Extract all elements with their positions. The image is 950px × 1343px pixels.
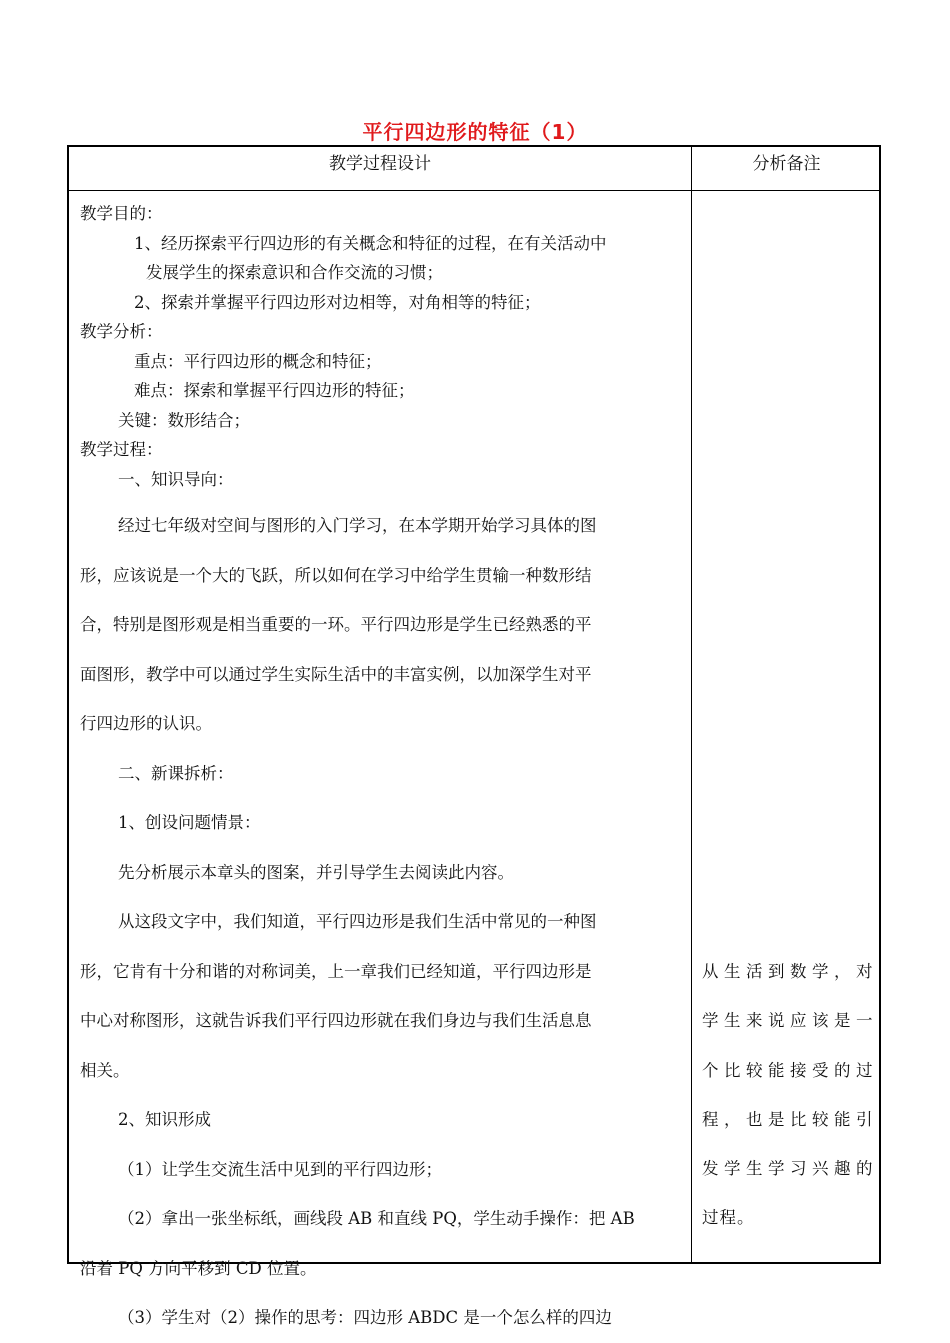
text-line: 沿着 PQ 方向平移到 CD 位置。 (80, 1258, 317, 1278)
text-line: 相关。 (80, 1060, 130, 1080)
note-line: 从生活到数学，对 (702, 962, 878, 981)
text-line: 教学过程： (80, 440, 163, 459)
text-line: 中心对称图形，这就告诉我们平行四边形就在我们身边与我们生活息息 (80, 1011, 592, 1030)
note-line: 程，也是比较能引 (702, 1109, 878, 1129)
text-line: 2、探索并掌握平行四边形对边相等，对角相等的特征； (134, 292, 541, 312)
text-line: 1、创设问题情景： (118, 813, 261, 832)
note-line: 过程。 (702, 1208, 755, 1228)
text-line: 合，特别是图形观是相当重要的一环。平行四边形是学生已经熟悉的平 (80, 615, 592, 634)
text-line: 2、知识形成 (118, 1110, 211, 1129)
text-line: （2）拿出一张坐标纸，画线段 AB 和直线 PQ，学生动手操作：把 AB (118, 1209, 635, 1228)
column-header-process: 教学过程设计 (329, 154, 431, 174)
text-line: 1、经历探索平行四边形的有关概念和特征的过程，在有关活动中 (134, 233, 607, 253)
text-line: 从这段文字中，我们知道，平行四边形是我们生活中常见的一种图 (118, 912, 597, 931)
text-line: 教学目的： (80, 204, 163, 223)
column-divider (691, 147, 692, 1262)
header-divider (69, 190, 879, 191)
note-line: 发学生学习兴趣的 (702, 1159, 878, 1179)
note-line: 学生来说应该是一 (702, 1011, 878, 1031)
lesson-table (67, 145, 881, 1327)
text-line: 教学分析： (80, 322, 163, 341)
text-line: 先分析展示本章头的图案，并引导学生去阅读此内容。 (118, 862, 514, 882)
text-line: 重点：平行四边形的概念和特征； (134, 351, 382, 371)
column-header-notes: 分析备注 (752, 154, 821, 174)
note-line: 个比较能接受的过 (702, 1060, 878, 1080)
text-line: 二、新课拆析： (118, 763, 234, 783)
text-line: 行四边形的认识。 (80, 714, 212, 733)
text-line: 经过七年级对空间与图形的入门学习，在本学期开始学习具体的图 (118, 516, 597, 535)
analysis-notes-cell (702, 947, 877, 1243)
text-line: （3）学生对（2）操作的思考：四边形 ABDC 是一个怎么样的四边 (118, 1308, 612, 1327)
text-line: 难点：探索和掌握平行四边形的特征； (134, 381, 415, 400)
text-line: 一、知识导向： (118, 469, 234, 489)
text-line: （1）让学生交流生活中见到的平行四边形； (118, 1159, 442, 1179)
text-line: 面图形，教学中可以通过学生实际生活中的丰富实例，以加深学生对平 (80, 664, 592, 684)
text-line: 形，它肯有十分和谐的对称词美，上一章我们已经知道，平行四边形是 (80, 961, 592, 981)
text-line: 关键：数形结合； (118, 410, 250, 430)
text-line: 形，应该说是一个大的飞跃，所以如何在学习中给学生贯输一种数形结 (80, 565, 592, 585)
text-line: 发展学生的探索意识和合作交流的习惯； (146, 263, 443, 282)
teaching-process-cell (80, 199, 681, 1343)
document-title: 平行四边形的特征（1） (362, 120, 588, 144)
